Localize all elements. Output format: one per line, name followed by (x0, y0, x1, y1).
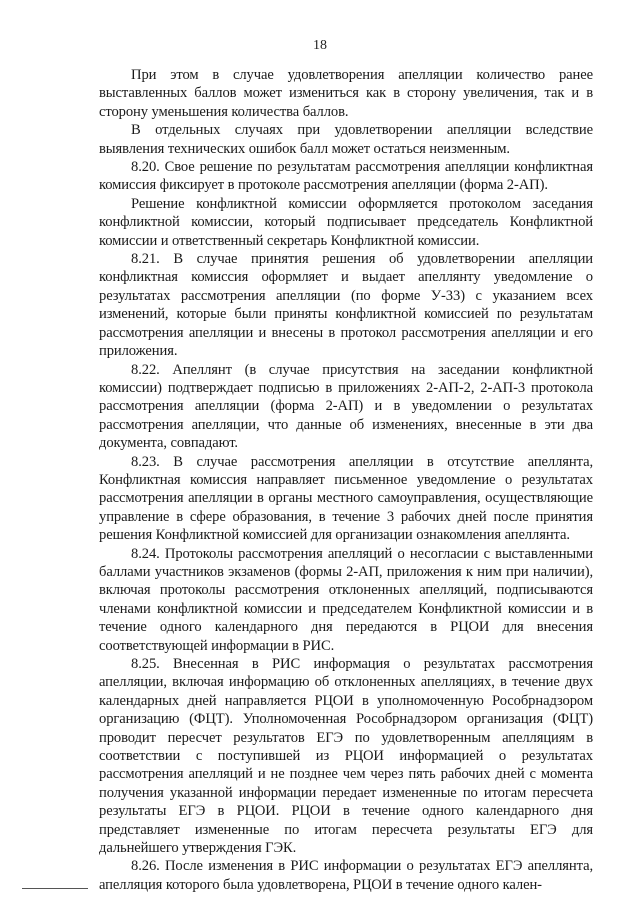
paragraph: В отдельных случаях при удовлетворении апелляции вследствие выявления технических ошибок балл может остаться неизменным. (99, 122, 593, 157)
paragraph: Решение конфликтной комиссии оформляется протоколом заседания конфликтной комиссии, который подписывает председатель Конфликтной комиссии и ответственный секретарь Конфликтной комиссии. (99, 195, 593, 249)
paragraph: 8.26. После изменения в РИС информации о результатах ЕГЭ апеллянта, апелляция которого была удовлетворена, РЦОИ в течение одного кален- (99, 858, 593, 893)
page-number: 18 (313, 38, 327, 53)
paragraph: 8.22. Апеллянт (в случае присутствия на заседании конфликтной комиссии) подтверждает подписью в приложениях 2-АП-2, 2-АП-3 протокола рассмотрения апелляции (форма 2-АП) и в уведомлении о результатах рассмотрения апелляции, что данные об изменениях, внесенные в эти два документа, совпадают. (99, 361, 593, 452)
paragraph: 8.25. Внесенная в РИС информация о результатах рассмотрения апелляции, включая информацию об отклоненных апелляциях, в течение двух календарных дней направляется РЦОИ в уполномоченную Рособрнадзором организацию (ФЦТ). Уполномоченная Рособрнадзором организация (ФЦТ) проводит пересчет результатов ЕГЭ по удовлетворенным апелляциям в соответствии с поступившей из РЦОИ информацией о результатах рассмотрения апелляций и не позднее чем через пять рабочих дней с момента получения указанной информации передает измененные по итогам пересчета результаты ЕГЭ в РЦОИ. РЦОИ в течение одного календарного дня представляет измененные по итогам пересчета результаты ЕГЭ для дальнейшего утверждения ГЭК. (99, 656, 593, 857)
paragraph: 8.20. Свое решение по результатам рассмотрения апелляции конфликтная комиссия фиксирует в протоколе рассмотрения апелляции (форма 2-АП). (99, 159, 593, 194)
paragraph: 8.24. Протоколы рассмотрения апелляций о несогласии с выставленными баллами участников экзаменов (формы 2-АП, приложения к ним при наличии), включая протоколы рассмотрения отклоненных апелляций, подписываются членами конфликтной комиссии и председателем Конфликтной комиссии и в течение одного календарного дня передаются в РЦОИ для внесения соответствующей информации в РИС. (99, 545, 593, 654)
body-text (99, 66, 593, 894)
paragraph: 8.21. В случае принятия решения об удовлетворении апелляции конфликтная комиссия оформляет и выдает апеллянту уведомление о результатах рассмотрения апелляции (по форме У-33) с указанием всех изменений, которые были приняты конфликтной комиссией по результатам рассмотрения апелляции и внесены в протокол рассмотрения апелляции и его приложения. (99, 251, 593, 360)
paragraph: 8.23. В случае рассмотрения апелляции в отсутствие апеллянта, Конфликтная комиссия направляет письменное уведомление о результатах рассмотрения апелляции в органы местного самоуправления, осуществляющие управление в сфере образования, в течение 3 рабочих дней после принятия решения Конфликтной комиссией для организации ознакомления апеллянта. (99, 453, 593, 544)
paragraph: При этом в случае удовлетворения апелляции количество ранее выставленных баллов может измениться как в сторону увеличения, так и в сторону уменьшения количества баллов. (99, 67, 593, 120)
footnote-separator (22, 888, 88, 889)
